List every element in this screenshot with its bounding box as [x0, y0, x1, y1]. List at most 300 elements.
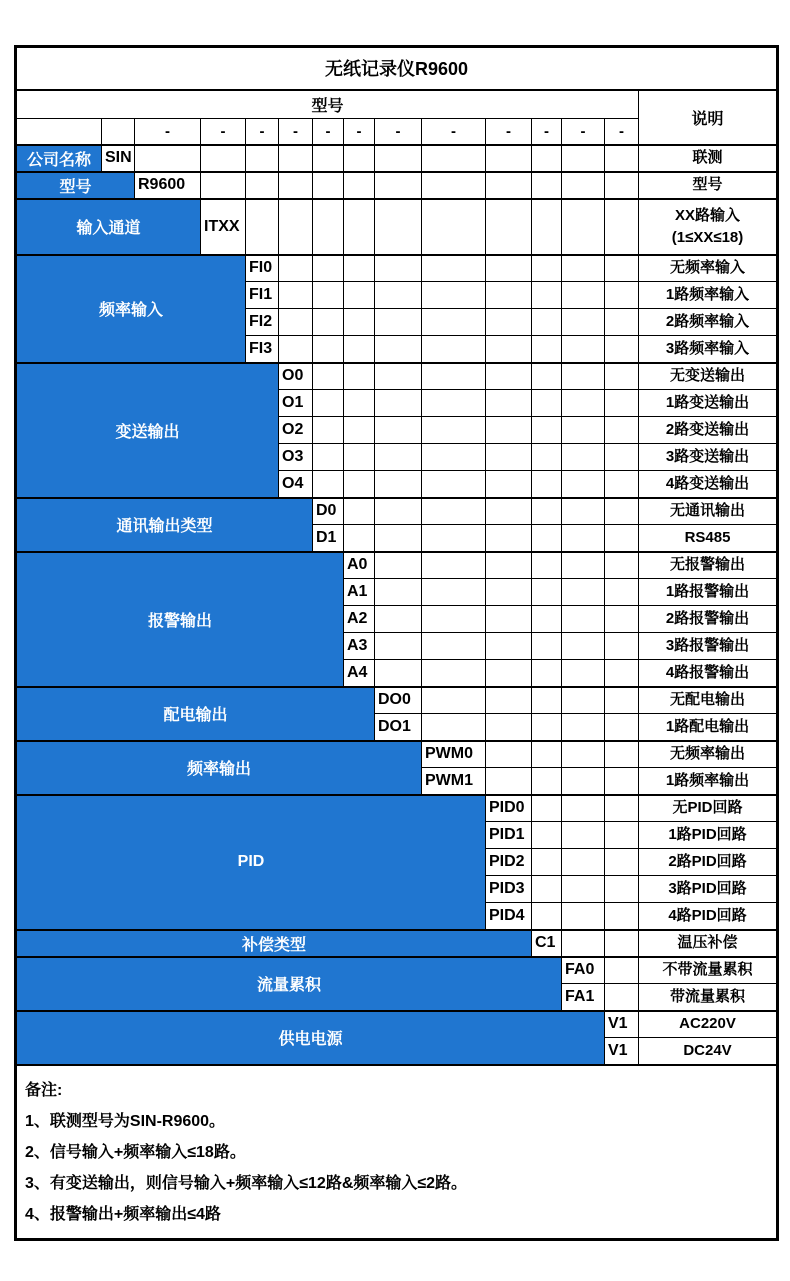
- code-cell: FI1: [246, 282, 279, 309]
- desc-cell: AC220V: [639, 1011, 778, 1038]
- empty-cell: [562, 930, 605, 957]
- empty-cell: [279, 199, 313, 255]
- empty-cell: [344, 255, 375, 282]
- empty-cell: [486, 172, 532, 199]
- section-label: 补偿类型: [16, 930, 532, 957]
- empty-cell: [532, 876, 562, 903]
- empty-cell: [562, 768, 605, 795]
- empty-cell: [375, 145, 422, 172]
- empty-cell: [422, 525, 486, 552]
- empty-cell: [486, 417, 532, 444]
- table-row: [16, 145, 778, 172]
- note-line: 4、报警输出+频率输出≤4路: [25, 1205, 221, 1223]
- model-header: 型号: [16, 90, 639, 119]
- empty-cell: [562, 876, 605, 903]
- note-line: 3、有变送输出，则信号输入+频率输入≤12路&频率输入≤2路。: [25, 1174, 468, 1192]
- empty-cell: [375, 417, 422, 444]
- empty-cell: [562, 741, 605, 768]
- code-cell: PID3: [486, 876, 532, 903]
- dash-cell: -: [201, 119, 246, 145]
- empty-cell: [422, 199, 486, 255]
- empty-cell: [605, 471, 639, 498]
- empty-cell: [486, 768, 532, 795]
- empty-cell: [375, 606, 422, 633]
- desc-cell: 2路变送输出: [639, 417, 778, 444]
- empty-cell: [422, 417, 486, 444]
- empty-cell: [532, 417, 562, 444]
- desc-cell: 1路频率输出: [639, 768, 778, 795]
- dash-cell: -: [344, 119, 375, 145]
- empty-cell: [532, 471, 562, 498]
- empty-cell: [313, 255, 344, 282]
- section-label: 频率输出: [16, 741, 422, 795]
- code-cell: FI2: [246, 309, 279, 336]
- section-label: 输入通道: [16, 199, 201, 255]
- empty-cell: [422, 336, 486, 363]
- section-label: 流量累积: [16, 957, 562, 1011]
- empty-cell: [344, 390, 375, 417]
- empty-cell: [313, 363, 344, 390]
- empty-cell: [605, 255, 639, 282]
- empty-cell: [201, 145, 246, 172]
- empty-cell: [422, 498, 486, 525]
- empty-cell: [532, 714, 562, 741]
- empty-cell: [344, 199, 375, 255]
- empty-cell: [532, 390, 562, 417]
- empty-cell: [313, 309, 344, 336]
- empty-cell: [486, 525, 532, 552]
- code-cell: O1: [279, 390, 313, 417]
- empty-cell: [422, 471, 486, 498]
- section-label: 频率输入: [16, 255, 246, 363]
- empty-cell: [562, 687, 605, 714]
- note-line: 2、信号输入+频率输入≤18路。: [25, 1143, 246, 1161]
- code-cell: O3: [279, 444, 313, 471]
- desc-cell: 1路频率输入: [639, 282, 778, 309]
- empty-cell: [486, 498, 532, 525]
- empty-cell: [422, 282, 486, 309]
- desc-cell: 1路变送输出: [639, 390, 778, 417]
- dash-cell: -: [246, 119, 279, 145]
- empty-cell: [532, 282, 562, 309]
- empty-cell: [605, 552, 639, 579]
- table-row: [16, 363, 778, 390]
- section-label: 公司名称: [16, 145, 102, 172]
- desc-cell: 无频率输出: [639, 741, 778, 768]
- code-cell: O2: [279, 417, 313, 444]
- spec-table: [14, 45, 779, 1241]
- empty-cell: [486, 633, 532, 660]
- table-row: [16, 930, 778, 957]
- empty-cell: [605, 849, 639, 876]
- code-cell: DO1: [375, 714, 422, 741]
- notes-lines: [25, 1106, 768, 1230]
- table-title: 无纸记录仪R9600: [16, 47, 778, 90]
- empty-cell: [562, 552, 605, 579]
- empty-cell: [532, 363, 562, 390]
- desc-cell: 无频率输入: [639, 255, 778, 282]
- empty-cell: [279, 336, 313, 363]
- empty-cell: [605, 199, 639, 255]
- empty-cell: [313, 390, 344, 417]
- table-row: [16, 552, 778, 579]
- desc-cell: 无通讯输出: [639, 498, 778, 525]
- empty-cell: [562, 336, 605, 363]
- empty-cell: [375, 525, 422, 552]
- empty-cell: [532, 768, 562, 795]
- code-cell: SIN: [102, 145, 135, 172]
- empty-cell: [532, 336, 562, 363]
- desc-cell: 联测: [639, 145, 778, 172]
- empty-cell: [562, 714, 605, 741]
- code-cell: PWM1: [422, 768, 486, 795]
- code-cell: ITXX: [201, 199, 246, 255]
- empty-cell: [422, 145, 486, 172]
- code-cell: D1: [313, 525, 344, 552]
- empty-cell: [375, 363, 422, 390]
- empty-cell: [605, 606, 639, 633]
- desc-cell: 4路报警输出: [639, 660, 778, 687]
- notes-cell: [16, 1065, 778, 1240]
- empty-cell: [344, 498, 375, 525]
- desc-cell: 型号: [639, 172, 778, 199]
- empty-cell: [605, 525, 639, 552]
- code-cell: PID4: [486, 903, 532, 930]
- note-line: 1、联测型号为SIN-R9600。: [25, 1112, 226, 1130]
- empty-cell: [344, 309, 375, 336]
- desc-header: 说明: [639, 90, 778, 145]
- table-row: [16, 199, 778, 255]
- empty-cell: [532, 903, 562, 930]
- empty-cell: [486, 471, 532, 498]
- desc-cell: RS485: [639, 525, 778, 552]
- table-row: [16, 90, 778, 119]
- code-cell: A0: [344, 552, 375, 579]
- desc-cell: 带流量累积: [639, 984, 778, 1011]
- empty-cell: [102, 119, 135, 145]
- empty-cell: [313, 336, 344, 363]
- notes-title: 备注:: [25, 1081, 63, 1099]
- empty-cell: [344, 471, 375, 498]
- code-cell: C1: [532, 930, 562, 957]
- empty-cell: [16, 119, 102, 145]
- empty-cell: [605, 417, 639, 444]
- empty-cell: [375, 660, 422, 687]
- empty-cell: [605, 822, 639, 849]
- code-cell: D0: [313, 498, 344, 525]
- empty-cell: [605, 172, 639, 199]
- empty-cell: [422, 660, 486, 687]
- desc-cell: 3路PID回路: [639, 876, 778, 903]
- desc-cell: 2路频率输入: [639, 309, 778, 336]
- empty-cell: [375, 471, 422, 498]
- empty-cell: [562, 849, 605, 876]
- empty-cell: [605, 660, 639, 687]
- empty-cell: [486, 336, 532, 363]
- desc-cell: XX路输入 (1≤XX≤18): [639, 199, 778, 255]
- empty-cell: [486, 390, 532, 417]
- empty-cell: [375, 579, 422, 606]
- empty-cell: [375, 444, 422, 471]
- empty-cell: [486, 660, 532, 687]
- code-cell: PID0: [486, 795, 532, 822]
- desc-cell: 无配电输出: [639, 687, 778, 714]
- section-label: PID: [16, 795, 486, 930]
- desc-cell: 不带流量累积: [639, 957, 778, 984]
- empty-cell: [422, 579, 486, 606]
- empty-cell: [532, 525, 562, 552]
- code-cell: PWM0: [422, 741, 486, 768]
- empty-cell: [486, 714, 532, 741]
- empty-cell: [605, 903, 639, 930]
- section-label: 报警输出: [16, 552, 344, 687]
- empty-cell: [313, 444, 344, 471]
- empty-cell: [532, 741, 562, 768]
- empty-cell: [605, 984, 639, 1011]
- dash-cell: -: [605, 119, 639, 145]
- empty-cell: [605, 957, 639, 984]
- empty-cell: [486, 145, 532, 172]
- empty-cell: [605, 336, 639, 363]
- empty-cell: [246, 145, 279, 172]
- empty-cell: [532, 552, 562, 579]
- empty-cell: [562, 172, 605, 199]
- table-row: [16, 172, 778, 199]
- empty-cell: [422, 687, 486, 714]
- section-label: 型号: [16, 172, 135, 199]
- code-cell: PID1: [486, 822, 532, 849]
- empty-cell: [562, 579, 605, 606]
- desc-cell: 1路配电输出: [639, 714, 778, 741]
- empty-cell: [532, 822, 562, 849]
- table-row: [16, 255, 778, 282]
- table-row: [16, 795, 778, 822]
- empty-cell: [422, 255, 486, 282]
- code-cell: V1: [605, 1038, 639, 1065]
- empty-cell: [562, 255, 605, 282]
- section-label: 配电输出: [16, 687, 375, 741]
- empty-cell: [562, 199, 605, 255]
- empty-cell: [201, 172, 246, 199]
- empty-cell: [344, 363, 375, 390]
- code-cell: PID2: [486, 849, 532, 876]
- empty-cell: [532, 309, 562, 336]
- empty-cell: [486, 363, 532, 390]
- empty-cell: [422, 172, 486, 199]
- empty-cell: [344, 417, 375, 444]
- empty-cell: [532, 255, 562, 282]
- empty-cell: [605, 714, 639, 741]
- spec-table-body: [16, 47, 778, 1065]
- empty-cell: [605, 390, 639, 417]
- dash-cell: -: [279, 119, 313, 145]
- code-cell: O0: [279, 363, 313, 390]
- desc-cell: 4路PID回路: [639, 903, 778, 930]
- empty-cell: [605, 282, 639, 309]
- desc-cell: 温压补偿: [639, 930, 778, 957]
- empty-cell: [562, 498, 605, 525]
- table-row: [16, 1011, 778, 1038]
- empty-cell: [422, 390, 486, 417]
- empty-cell: [375, 336, 422, 363]
- empty-cell: [562, 145, 605, 172]
- dash-cell: -: [313, 119, 344, 145]
- empty-cell: [375, 255, 422, 282]
- desc-cell: 1路报警输出: [639, 579, 778, 606]
- desc-cell: 无变送输出: [639, 363, 778, 390]
- empty-cell: [313, 199, 344, 255]
- empty-cell: [532, 579, 562, 606]
- empty-cell: [605, 930, 639, 957]
- empty-cell: [375, 199, 422, 255]
- empty-cell: [344, 444, 375, 471]
- empty-cell: [486, 579, 532, 606]
- empty-cell: [246, 172, 279, 199]
- empty-cell: [486, 552, 532, 579]
- empty-cell: [532, 199, 562, 255]
- code-cell: FI0: [246, 255, 279, 282]
- empty-cell: [375, 309, 422, 336]
- empty-cell: [605, 498, 639, 525]
- section-label: 变送输出: [16, 363, 279, 498]
- empty-cell: [422, 552, 486, 579]
- empty-cell: [532, 606, 562, 633]
- empty-cell: [532, 444, 562, 471]
- empty-cell: [562, 282, 605, 309]
- empty-cell: [422, 606, 486, 633]
- empty-cell: [532, 849, 562, 876]
- empty-cell: [562, 903, 605, 930]
- empty-cell: [486, 255, 532, 282]
- empty-cell: [422, 714, 486, 741]
- empty-cell: [344, 282, 375, 309]
- empty-cell: [562, 390, 605, 417]
- empty-cell: [313, 471, 344, 498]
- code-cell: A3: [344, 633, 375, 660]
- code-cell: DO0: [375, 687, 422, 714]
- desc-cell: 3路频率输入: [639, 336, 778, 363]
- empty-cell: [532, 633, 562, 660]
- empty-cell: [562, 795, 605, 822]
- empty-cell: [562, 363, 605, 390]
- empty-cell: [135, 145, 201, 172]
- desc-cell: 3路报警输出: [639, 633, 778, 660]
- empty-cell: [344, 336, 375, 363]
- empty-cell: [562, 444, 605, 471]
- empty-cell: [486, 687, 532, 714]
- code-cell: V1: [605, 1011, 639, 1038]
- empty-cell: [375, 282, 422, 309]
- empty-cell: [562, 471, 605, 498]
- empty-cell: [605, 363, 639, 390]
- empty-cell: [532, 145, 562, 172]
- empty-cell: [344, 145, 375, 172]
- empty-cell: [375, 498, 422, 525]
- empty-cell: [562, 822, 605, 849]
- empty-cell: [313, 172, 344, 199]
- desc-cell: DC24V: [639, 1038, 778, 1065]
- empty-cell: [486, 309, 532, 336]
- code-cell: FA1: [562, 984, 605, 1011]
- table-row: [16, 47, 778, 90]
- desc-cell: 无报警输出: [639, 552, 778, 579]
- empty-cell: [562, 606, 605, 633]
- empty-cell: [422, 633, 486, 660]
- empty-cell: [532, 172, 562, 199]
- code-cell: A2: [344, 606, 375, 633]
- empty-cell: [422, 309, 486, 336]
- dash-cell: -: [135, 119, 201, 145]
- empty-cell: [605, 795, 639, 822]
- section-label: 通讯输出类型: [16, 498, 313, 552]
- code-cell: A4: [344, 660, 375, 687]
- dash-cell: -: [532, 119, 562, 145]
- empty-cell: [486, 606, 532, 633]
- empty-cell: [562, 633, 605, 660]
- empty-cell: [605, 687, 639, 714]
- empty-cell: [486, 444, 532, 471]
- empty-cell: [532, 687, 562, 714]
- empty-cell: [246, 199, 279, 255]
- empty-cell: [532, 795, 562, 822]
- empty-cell: [562, 417, 605, 444]
- empty-cell: [375, 390, 422, 417]
- table-row: [16, 687, 778, 714]
- dash-cell: -: [375, 119, 422, 145]
- desc-cell: 2路PID回路: [639, 849, 778, 876]
- desc-cell: 无PID回路: [639, 795, 778, 822]
- table-row: [16, 1065, 778, 1240]
- empty-cell: [605, 876, 639, 903]
- desc-cell: 1路PID回路: [639, 822, 778, 849]
- empty-cell: [562, 525, 605, 552]
- section-label: 供电电源: [16, 1011, 605, 1065]
- empty-cell: [313, 417, 344, 444]
- desc-cell: 2路报警输出: [639, 606, 778, 633]
- code-cell: FA0: [562, 957, 605, 984]
- empty-cell: [279, 145, 313, 172]
- empty-cell: [605, 309, 639, 336]
- code-cell: FI3: [246, 336, 279, 363]
- empty-cell: [422, 363, 486, 390]
- empty-cell: [605, 741, 639, 768]
- empty-cell: [486, 741, 532, 768]
- empty-cell: [605, 633, 639, 660]
- empty-cell: [562, 660, 605, 687]
- table-row: [16, 957, 778, 984]
- code-cell: R9600: [135, 172, 201, 199]
- code-cell: A1: [344, 579, 375, 606]
- empty-cell: [375, 552, 422, 579]
- table-row: [16, 498, 778, 525]
- empty-cell: [532, 660, 562, 687]
- empty-cell: [422, 444, 486, 471]
- empty-cell: [344, 172, 375, 199]
- table-row: [16, 741, 778, 768]
- empty-cell: [486, 199, 532, 255]
- notes-body: [16, 1065, 778, 1240]
- empty-cell: [375, 633, 422, 660]
- empty-cell: [313, 282, 344, 309]
- desc-cell: 3路变送输出: [639, 444, 778, 471]
- empty-cell: [605, 768, 639, 795]
- empty-cell: [562, 309, 605, 336]
- notes: [17, 1066, 776, 1230]
- dash-cell: -: [562, 119, 605, 145]
- empty-cell: [605, 579, 639, 606]
- dash-cell: -: [422, 119, 486, 145]
- empty-cell: [605, 444, 639, 471]
